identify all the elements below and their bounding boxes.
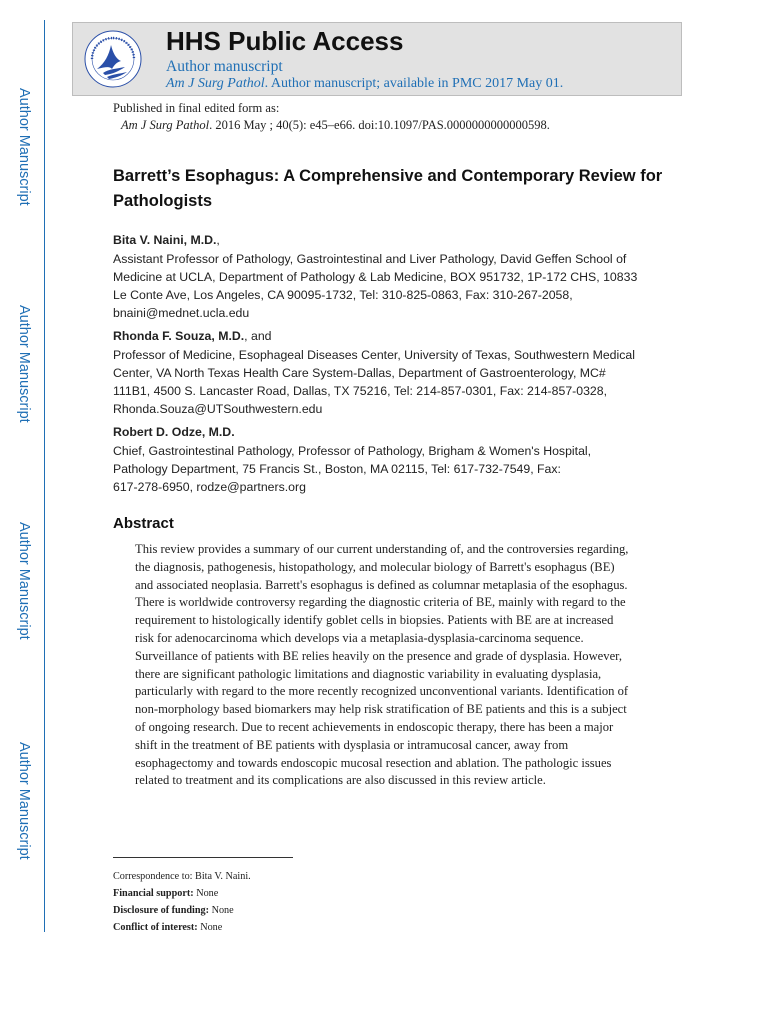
abstract-line: There is worldwide controversy regarding the diagnostic criteria of BE, mainly with regard to the bbox=[135, 595, 626, 610]
abstract-line: related to treatment and its complications are also discussed in this review article. bbox=[135, 773, 546, 788]
author-list bbox=[113, 231, 658, 501]
affiliation-line: Chief, Gastrointestinal Pathology, Professor of Pathology, Brigham & Women's Hospital, bbox=[113, 444, 592, 458]
author-name: Rhonda F. Souza, M.D., and bbox=[113, 329, 272, 343]
sidebar-label: Author Manuscript bbox=[16, 742, 32, 860]
sidebar-rule bbox=[44, 20, 45, 932]
author-email: Rhonda.Souza@UTSouthwestern.edu bbox=[113, 402, 323, 416]
abstract-line: the diagnosis, pathogenesis, histopathology, and molecular biology of Barrett's esophagus (BE) bbox=[135, 559, 615, 574]
footnote-divider bbox=[113, 857, 293, 858]
author-name: Robert D. Odze, M.D. bbox=[113, 425, 235, 439]
abstract-line: non-morphology based biomarkers may help risk stratification of BE patients and this is a subject bbox=[135, 702, 627, 717]
affiliation-line: Professor of Medicine, Esophageal Diseases Center, University of Texas, Southwestern Medical bbox=[113, 348, 635, 362]
disclosure-note: Disclosure of funding: None bbox=[113, 905, 234, 916]
correspondence-note: Correspondence to: Bita V. Naini. bbox=[113, 871, 251, 882]
affiliation-line: 617-278-6950, rodze@partners.org bbox=[113, 480, 306, 494]
author-block bbox=[113, 327, 658, 418]
article-title: Barrett’s Esophagus: A Comprehensive and Contemporary Review for Pathologists bbox=[113, 167, 663, 210]
abstract-line: there are significant pathologic limitations and diagnostic variability in evaluating dysplasia, bbox=[135, 666, 602, 681]
author-block bbox=[113, 231, 658, 322]
author-name: Bita V. Naini, M.D., bbox=[113, 233, 220, 247]
abstract-line: shift in the treatment of BE patients with dysplasia or intramucosal cancer, away from bbox=[135, 737, 569, 752]
abstract-line: requirement to histologically identify goblet cells in biopsies. Patients with BE are at increased bbox=[135, 613, 614, 628]
affiliation-line: Assistant Professor of Pathology, Gastrointestinal and Liver Pathology, David Geffen School of bbox=[113, 252, 627, 266]
banner-subtitle: Author manuscript bbox=[166, 58, 283, 75]
banner-title: HHS Public Access bbox=[166, 26, 404, 56]
abstract-heading: Abstract bbox=[113, 515, 174, 532]
affiliation-line: Le Conte Ave, Los Angeles, CA 90095-1732, Tel: 310-825-0863, Fax: 310-267-2058, bbox=[113, 288, 573, 302]
abstract-line: of ongoing research. Due to recent achievements in endoscopic therapy, there has been a major bbox=[135, 719, 614, 734]
affiliation-line: Medicine at UCLA, Department of Pathology & Lab Medicine, BOX 951732, 1P-172 CHS, 10833 bbox=[113, 270, 638, 284]
abstract-line: This review provides a summary of our current understanding of, and the controversies regarding, bbox=[135, 542, 629, 556]
abstract-body bbox=[135, 541, 635, 790]
sidebar-label: Author Manuscript bbox=[16, 305, 32, 423]
abstract-line: Surveillance of patients with BE relies heavily on the presence and grade of dysplasia. However, bbox=[135, 648, 622, 663]
published-in bbox=[113, 100, 550, 134]
sidebar-label: Author Manuscript bbox=[16, 88, 32, 206]
published-label: Published in final edited form as: bbox=[113, 101, 280, 115]
published-citation: Am J Surg Pathol. 2016 May ; 40(5): e45–e66. doi:10.1097/PAS.0000000000000598. bbox=[121, 118, 550, 132]
banner-citation: Am J Surg Pathol. Author manuscript; available in PMC 2017 May 01. bbox=[166, 76, 564, 91]
financial-support-note: Financial support: None bbox=[113, 888, 219, 899]
hhs-eagle-seal-icon bbox=[83, 29, 143, 89]
abstract-line: risk for adenocarcinoma which develops via a metaplasia-dysplasia-carcinoma sequence. bbox=[135, 630, 584, 645]
affiliation-line: Center, VA North Texas Health Care System-Dallas, Department of Gastroenterology, MC# bbox=[113, 366, 606, 380]
author-email: bnaini@mednet.ucla.edu bbox=[113, 306, 250, 320]
abstract-line: and associated neoplasia. Barrett's esophagus is defined as columnar metaplasia of the esophagus. bbox=[135, 577, 628, 592]
abstract-line: particularly with regard to the more recently recognized unconventional variants. Identification of bbox=[135, 684, 629, 699]
footnotes bbox=[113, 868, 251, 936]
hhs-header-banner bbox=[72, 22, 682, 96]
author-block bbox=[113, 423, 658, 496]
sidebar-label: Author Manuscript bbox=[16, 522, 32, 640]
conflict-note: Conflict of interest: None bbox=[113, 922, 223, 933]
affiliation-line: Pathology Department, 75 Francis St., Boston, MA 02115, Tel: 617-732-7549, Fax: bbox=[113, 462, 561, 476]
abstract-line: esophagectomy and towards endoscopic mucosal resection and ablation. The pathologic issues bbox=[135, 755, 612, 770]
affiliation-line: 111B1, 4500 S. Lancaster Road, Dallas, TX 75216, Tel: 214-857-0301, Fax: 214-857-0328, bbox=[113, 384, 608, 398]
